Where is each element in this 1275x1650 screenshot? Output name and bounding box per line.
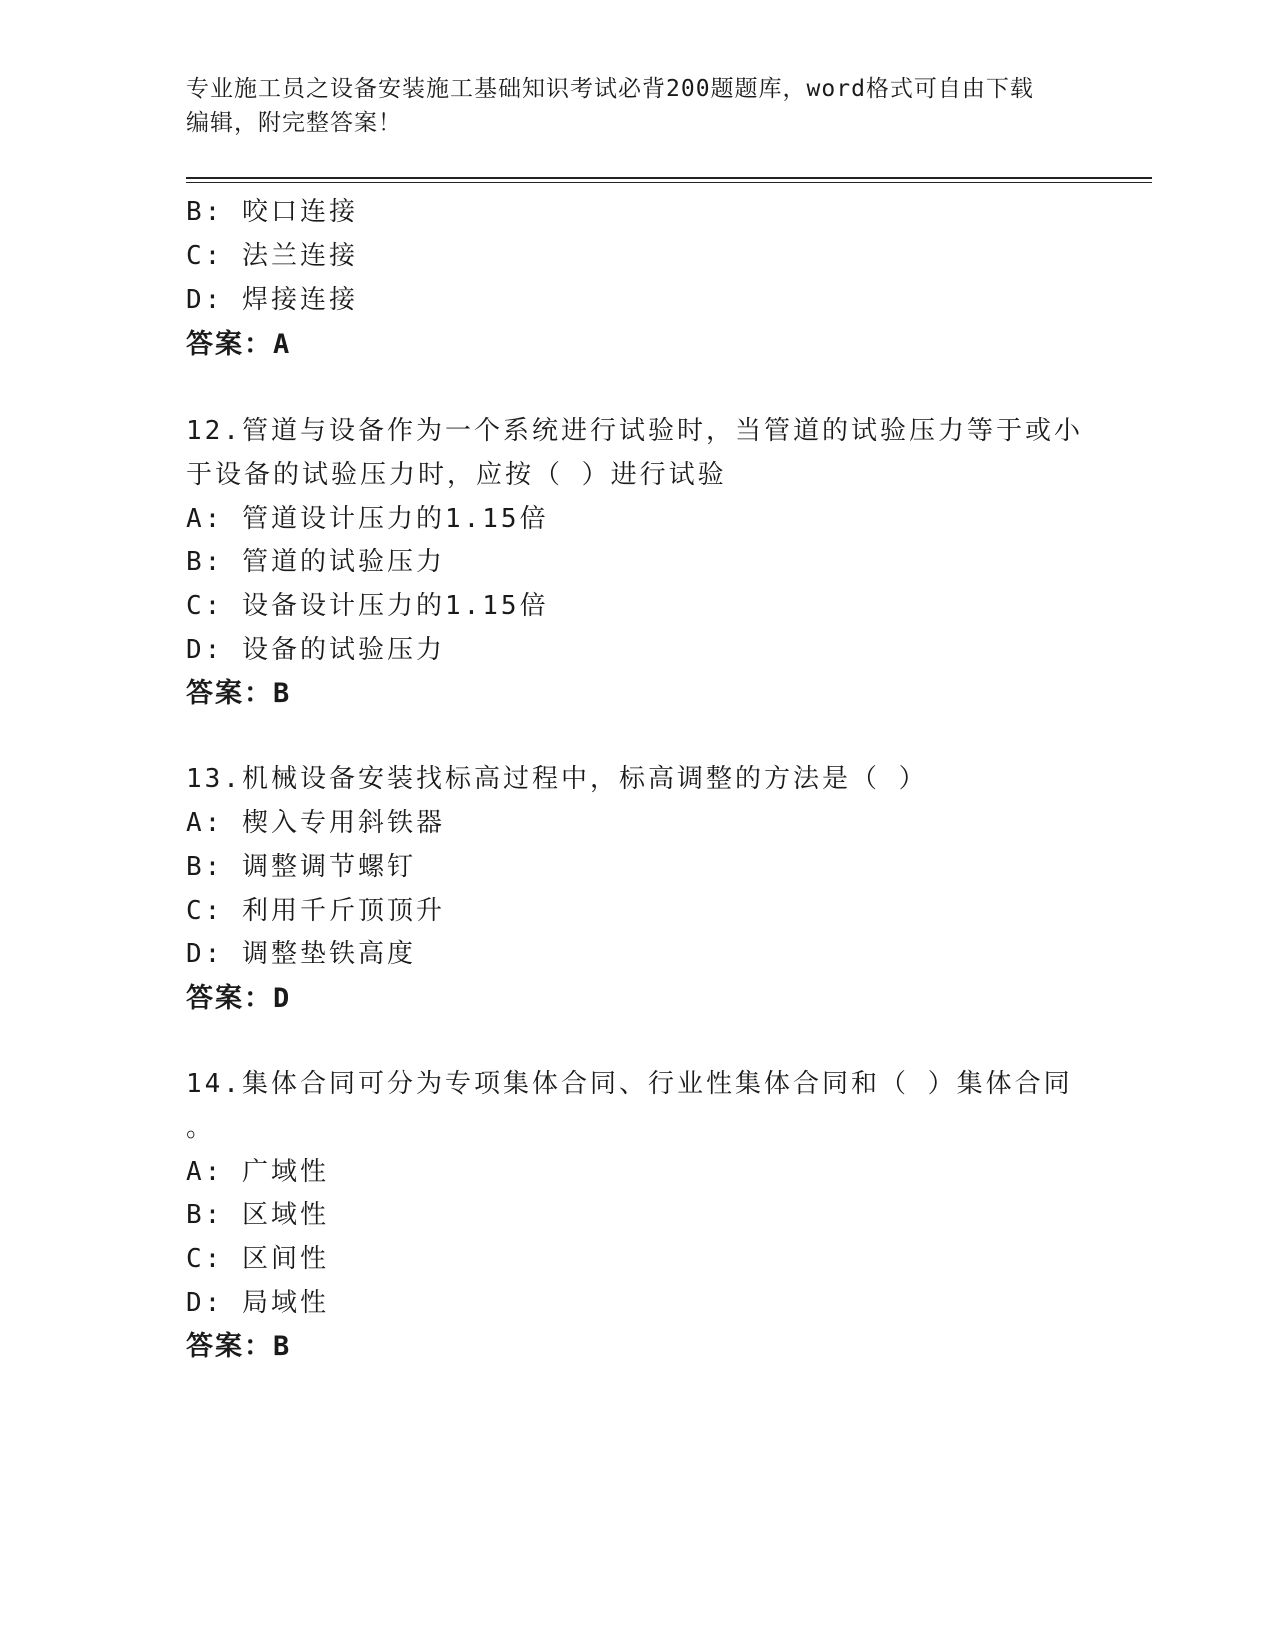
header-title-line-2: 编辑，附完整答案！ [186,110,402,136]
q13-option-a: A: 楔入专用斜铁器 [186,808,445,838]
q12-stem-line-2: 于设备的试验压力时，应按（ ）进行试验 [186,460,727,490]
q14-option-d: D: 局域性 [186,1288,329,1318]
q14-stem-line-2: 。 [186,1113,216,1143]
q14-answer: 答案：B [186,1331,292,1362]
q12-answer: 答案：B [186,678,292,709]
header-divider-thick [186,177,1152,179]
q11-option-d: D: 焊接连接 [186,285,358,315]
q14-option-a: A: 广域性 [186,1157,329,1187]
q13-option-d: D: 调整垫铁高度 [186,939,416,969]
q14-option-b: B: 区域性 [186,1200,329,1230]
q11-option-b: B: 咬口连接 [186,197,358,227]
q12-stem-line-1: 12.管道与设备作为一个系统进行试验时，当管道的试验压力等于或小 [186,416,1083,446]
q11-answer: 答案：A [186,329,292,360]
document-header [186,72,1066,140]
q13-answer: 答案：D [186,983,292,1014]
q13-stem-line-1: 13.机械设备安装找标高过程中，标高调整的方法是（ ） [186,764,928,794]
header-title-line-1: 专业施工员之设备安装施工基础知识考试必背200题题库，word格式可自由下载 [186,76,1034,102]
header-divider-thin [186,182,1152,183]
q12-option-c: C: 设备设计压力的1.15倍 [186,591,549,621]
q14-option-c: C: 区间性 [186,1244,329,1274]
q13-option-c: C: 利用千斤顶顶升 [186,896,445,926]
q14-stem-line-1: 14.集体合同可分为专项集体合同、行业性集体合同和（ ）集体合同 [186,1069,1073,1099]
q12-option-d: D: 设备的试验压力 [186,635,445,665]
q12-option-a: A: 管道设计压力的1.15倍 [186,504,549,534]
q12-option-b: B: 管道的试验压力 [186,547,445,577]
q13-option-b: B: 调整调节螺钉 [186,852,416,882]
q11-option-c: C: 法兰连接 [186,241,358,271]
